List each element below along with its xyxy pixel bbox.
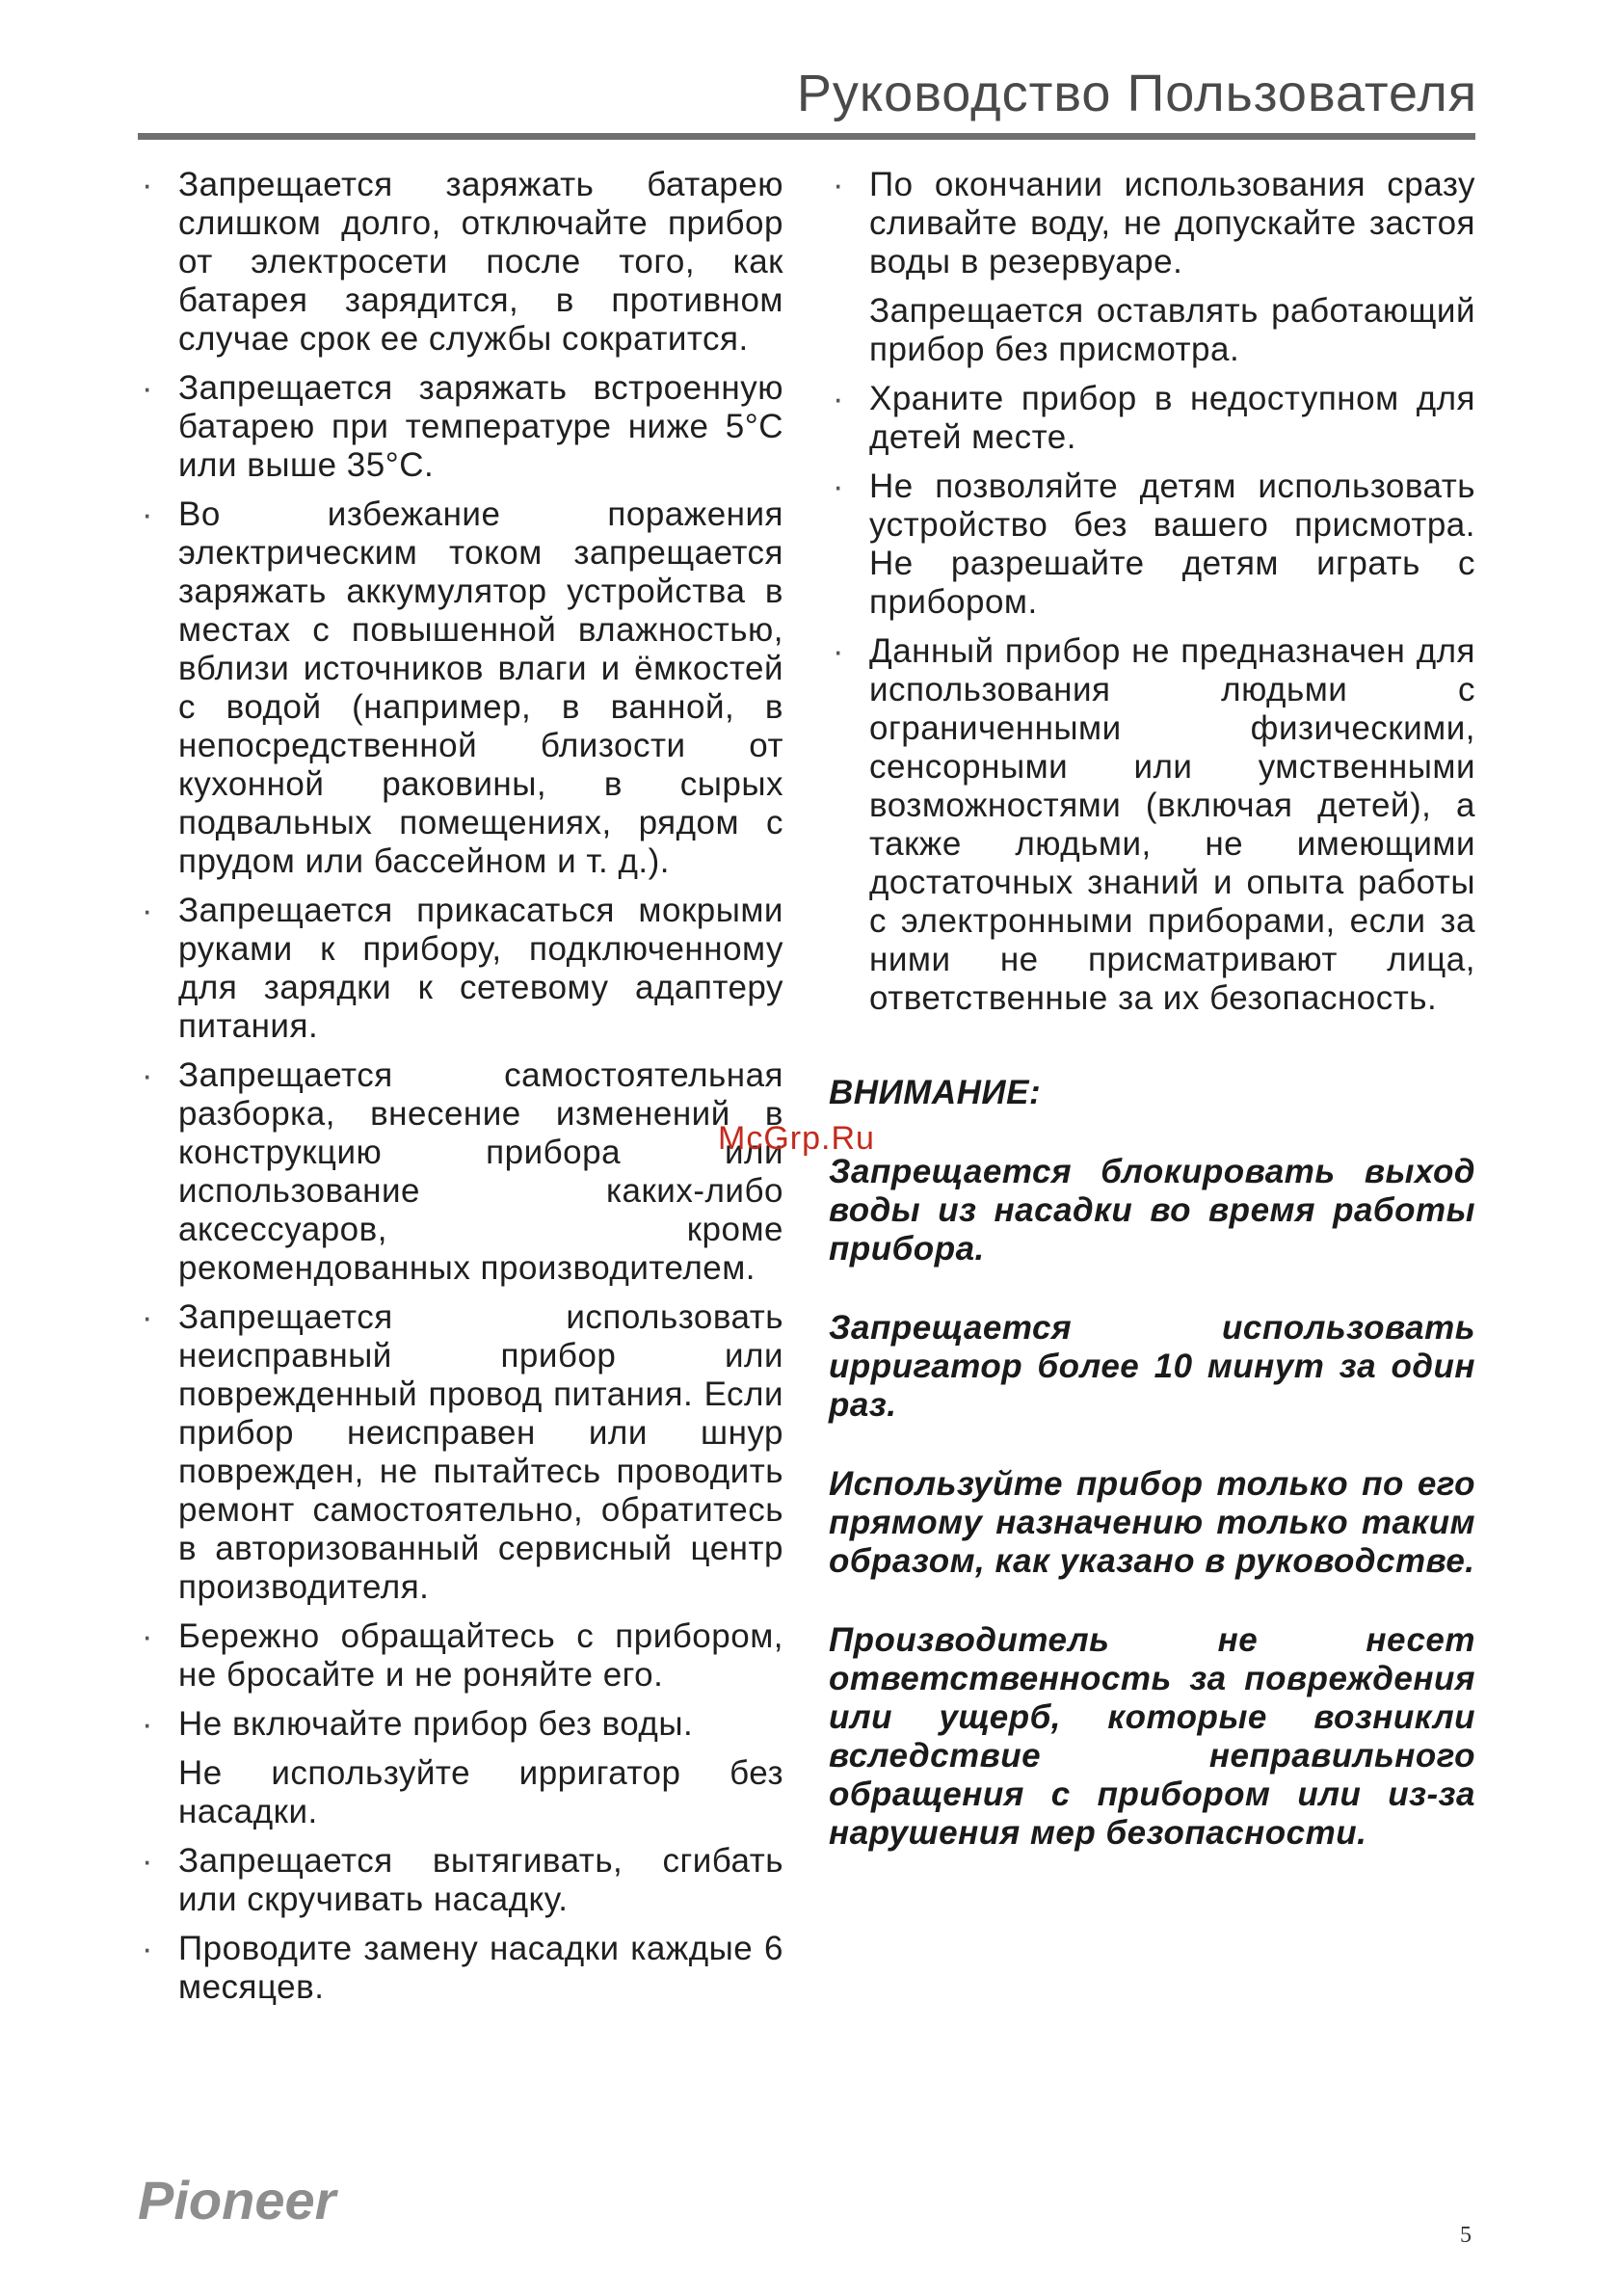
bullet: ·	[832, 632, 845, 670]
list-item	[138, 1617, 783, 1695]
watermark: McGrp.Ru	[718, 1120, 875, 1157]
list-item-text: Во избежание поражения электрическим током запрещается заряжать аккумулятор устройства в местах с повышенной влажностью, вблизи источников влаги и ёмкостей с водой (например, в ванной, в непосредственной близости от кухонной раковины, в сырых подвальных помещениях, рядом с прудом или бассейном и т. д.).	[178, 495, 783, 880]
warning-heading: ВНИМАНИЕ:	[829, 1074, 1042, 1111]
list-item	[138, 495, 783, 881]
bullet: ·	[141, 1842, 154, 1880]
list-item	[138, 1056, 783, 1288]
list-item-text: Запрещается использовать неисправный прибор или поврежденный провод питания. Если прибор неисправен или шнур поврежден, не пытайтесь проводить ремонт самостоятельно, обратитесь в авторизованный сервисный центр производителя.	[178, 1298, 783, 1606]
list-item	[829, 166, 1475, 281]
list-item	[829, 380, 1475, 457]
bullet: ·	[141, 369, 154, 407]
bullet: ·	[141, 1298, 154, 1336]
list-item	[138, 1930, 783, 2007]
list-item-text: Запрещается прикасаться мокрыми руками к прибору, подключенному для зарядки к сетевому адаптеру питания.	[178, 892, 783, 1045]
list-item-text: Данный прибор не предназначен для использования людьми с ограниченными физическими, сенсорными или умственными возможностями (включая детей), а также людьми, не имеющими достаточных знаний и опыта работы с электронными приборами, если за ними не присматривают лица, ответственные за их безопасность.	[869, 632, 1475, 1017]
list-item-text: Храните прибор в недоступном для детей месте.	[869, 380, 1475, 456]
list-item	[829, 632, 1475, 1018]
bullet: ·	[141, 1930, 154, 1967]
list-item	[138, 166, 783, 359]
bullet: ·	[832, 380, 845, 417]
right-column	[829, 166, 1475, 1893]
bullet: ·	[141, 892, 154, 929]
header-divider	[138, 133, 1475, 140]
warning-paragraph: Используйте прибор только по его прямому назначению только таким образом, как указано в руководстве.	[829, 1465, 1475, 1580]
left-column	[138, 166, 783, 2017]
list-item-text: Запрещается оставлять работающий прибор без присмотра.	[869, 292, 1475, 368]
list-item	[138, 1705, 783, 1744]
bullet: ·	[832, 166, 845, 203]
bullet: ·	[141, 1705, 154, 1743]
list-item	[829, 292, 1475, 369]
bullet: ·	[832, 467, 845, 505]
list-item-text: Не включайте прибор без воды.	[178, 1705, 694, 1743]
list-item-text: Не используйте ирригатор без насадки.	[178, 1754, 783, 1830]
warning-block	[829, 1074, 1475, 1853]
list-item-text: Бережно обращайтесь с прибором, не бросайте и не роняйте его.	[178, 1617, 783, 1694]
warning-paragraph: Производитель не несет ответственность за повреждения или ущерб, которые возникли вследствие неправильного обращения с прибором или из-за нарушения мер безопасности.	[829, 1621, 1475, 1852]
list-item-text: Запрещается самостоятельная разборка, внесение изменений в конструкцию прибора или использование каких-либо аксессуаров, кроме рекомендованных производителем.	[178, 1056, 783, 1287]
list-item-text: По окончании использования сразу сливайте воду, не допускайте застоя воды в резервуаре.	[869, 166, 1475, 280]
list-item-text: Запрещается заряжать встроенную батарею при температуре ниже 5°С или выше 35°С.	[178, 369, 783, 484]
bullet: ·	[141, 495, 154, 533]
warning-paragraph: Запрещается использовать ирригатор более 10 минут за один раз.	[829, 1309, 1475, 1424]
bullet: ·	[141, 166, 154, 203]
list-item-text: Запрещается заряжать батарею слишком долго, отключайте прибор от электросети после того, как батарея зарядится, в противном случае срок ее службы сократится.	[178, 166, 783, 358]
list-item	[138, 369, 783, 485]
list-item-text: Не позволяйте детям использовать устройство без вашего присмотра. Не разрешайте детям играть с прибором.	[869, 467, 1475, 621]
bullet: ·	[141, 1617, 154, 1655]
list-item	[138, 1842, 783, 1919]
bullet: ·	[141, 1056, 154, 1094]
list-item	[829, 467, 1475, 622]
list-item-text: Проводите замену насадки каждые 6 месяцев.	[178, 1930, 783, 2006]
warning-paragraph: Запрещается блокировать выход воды из насадки во время работы прибора.	[829, 1153, 1475, 1268]
list-item	[138, 892, 783, 1046]
list-item	[138, 1298, 783, 1607]
brand-logo: Pioneer	[138, 2170, 336, 2230]
list-item	[138, 1754, 783, 1831]
list-item-text: Запрещается вытягивать, сгибать или скручивать насадку.	[178, 1842, 783, 1918]
page-number: 5	[1460, 2223, 1472, 2248]
page-title: Руководство Пользователя	[796, 65, 1477, 122]
